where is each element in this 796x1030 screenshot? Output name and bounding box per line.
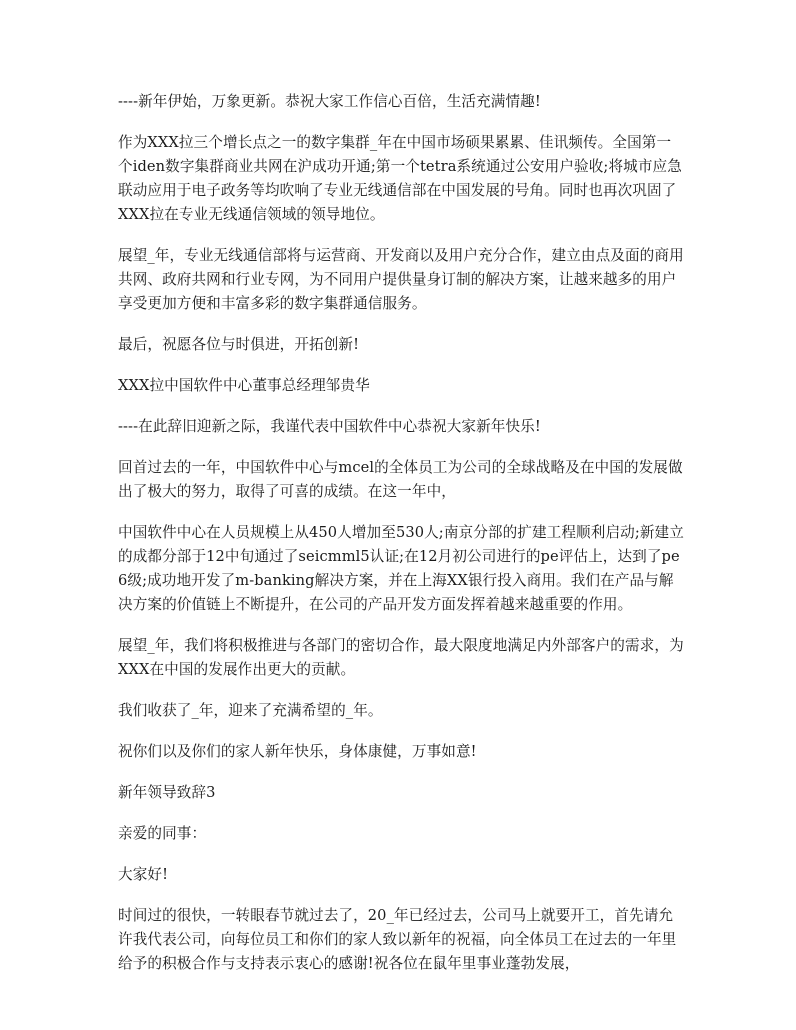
paragraph-family-wish: 祝你们以及你们的家人新年快乐，身体康健，万事如意! — [118, 743, 477, 760]
paragraph-signature: XXX拉中国软件中心董事总经理邹贵华 — [118, 377, 370, 394]
paragraph-achievements: 中国软件中心在人员规模上从450人增加至530人;南京分部的扩建工程顺利启动;新建立的成都分部于12中旬通过了seicmml5认证;在12月初公司进行的pe评估上，达到了pe6级;成功地开发了m-banking解决方案，并在上海XX银行投入商用。我们在产品与解决方案的价值链上不断提升，在公司的产品开发方面发挥着越来越重要的作用。 — [118, 524, 684, 613]
paragraph-harvest: 我们收获了_年，迎来了充满希望的_年。 — [118, 702, 383, 719]
paragraph-outlook-wireless: 展望_年，专业无线通信部将与运营商、开发商以及用户充分合作，建立由点及面的商用共网、政府共网和行业专网，为不同用户提供量身订制的解决方案，让越来越多的用户享受更加方便和丰富多彩的数字集群通信服务。 — [118, 247, 684, 312]
paragraph-new-year-speech: 时间过的很快，一转眼春节就过去了，20_年已经过去，公司马上就要开工，首先请允许我代表公司，向每位员工和你们的家人致以新年的祝福，向全体员工在过去的一年里给予的积极合作与支持表示衷心的感谢!祝各位在鼠年里事业蓬勃发展， — [118, 907, 677, 972]
paragraph-digital-trunking: 作为XXX拉三个增长点之一的数字集群_年在中国市场硕果累累、佳讯频传。全国第一个iden数字集群商业共网在沪成功开通;第一个tetra系统通过公安用户验收;将城市应急联动应用于电子政务等均吹响了专业无线通信部在中国发展的号角。同时也再次巩固了XXX拉在专业无线通信领域的领导地位。 — [118, 134, 682, 223]
paragraph-hello: 大家好! — [118, 866, 169, 883]
paragraph-outlook-software: 展望_年，我们将积极推进与各部门的密切合作，最大限度地满足内外部客户的需求，为XXX在中国的发展作出更大的贡献。 — [118, 637, 684, 678]
document-page — [118, 90, 684, 993]
paragraph-review: 回首过去的一年，中国软件中心与mcel的全体员工为公司的全球战略及在中国的发展做出了极大的努力，取得了可喜的成绩。在这一年中， — [118, 459, 683, 500]
paragraph-software-greeting: ----在此辞旧迎新之际，我谨代表中国软件中心恭祝大家新年快乐! — [118, 418, 541, 435]
paragraph-closing-wish: 最后，祝愿各位与时俱进，开拓创新! — [118, 336, 360, 353]
paragraph-salutation: 亲爱的同事： — [118, 825, 207, 842]
section-heading: 新年领导致辞3 — [118, 784, 216, 801]
paragraph-greeting: ----新年伊始，万象更新。恭祝大家工作信心百倍，生活充满情趣! — [118, 93, 541, 110]
